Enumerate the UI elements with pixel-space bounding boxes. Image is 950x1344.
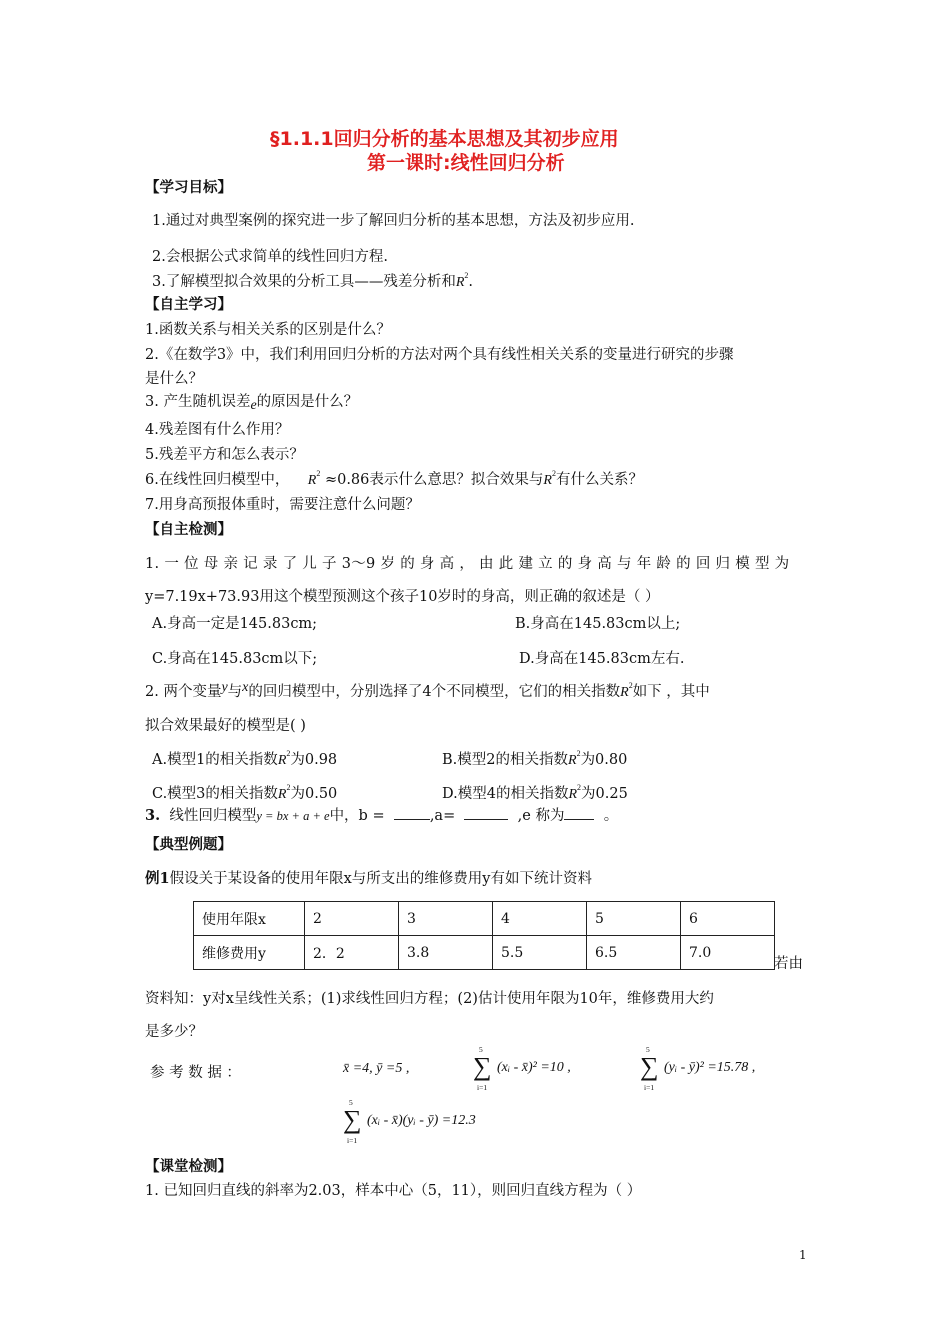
goal-2: 2.会根据公式求简单的线性回归方程. — [152, 249, 388, 265]
table-row — [194, 902, 775, 936]
test-p1-option-d: D.身高在145.83cm左右. — [519, 651, 685, 667]
test-p3: 3. 线性回归模型y = bx + a + e中，b = ,a= ,e 称为 。 — [145, 807, 619, 824]
example-1-intro: 例1假设关于某设备的使用年限x与所支出的维修费用y有如下统计资料 — [145, 870, 592, 887]
study-q5: 5.残差平方和怎么表示？ — [145, 447, 304, 463]
study-q2-line2: 是什么？ — [145, 371, 203, 387]
study-q7: 7.用身高预报体重时，需要注意什么问题？ — [145, 497, 420, 513]
study-q1: 1.函数关系与相关关系的区别是什么？ — [145, 322, 391, 338]
goal-3: 3.了解模型拟合效果的分析工具——残差分析和$R^2$. — [152, 271, 474, 290]
example-line2: 资料知：y对x呈线性关系；(1)求线性回归方程；(2)估计使用年限为10年，维修费用大约 — [145, 991, 714, 1007]
test-p2-line2: 拟合效果最好的模型是( ) — [145, 718, 306, 734]
example-data-table — [193, 901, 775, 970]
title-line1: §1.1.1回归分析的基本思想及其初步应用 — [270, 128, 619, 150]
table-cell: 5.5 — [493, 936, 587, 970]
study-q3: 3. 产生随机误差e的原因是什么？ — [145, 394, 359, 413]
test-p2-option-b: B.模型2的相关指数$R^2$为0.80 — [442, 749, 628, 768]
test-p2-option-c: C.模型3的相关指数$R^2$为0.50 — [152, 783, 338, 802]
goal-3-text: 3.了解模型拟合效果的分析工具——残差分析和 — [152, 274, 456, 290]
section-class-test: 【课堂检测】 — [145, 1159, 232, 1175]
goal-1: 1.通过对典型案例的探究进一步了解回归分析的基本思想，方法及初步应用. — [152, 213, 635, 229]
ref-means: x̄ =4, ȳ =5 , — [343, 1061, 410, 1076]
study-q6: 6.在线性回归模型中， $R^2 \approx 0.86$表示什么意思？拟合效果与$R^2$有什么关系？ — [145, 469, 643, 488]
test-p2-line1: 2. 两个变量y与x的回归模型中，分别选择了4个不同模型，它们的相关指数$R^2$如下 ，其中 — [145, 680, 710, 700]
test-p1-line1: 1. 一 位 母 亲 记 录 了 儿 子 3～9 岁 的 身 高 ， 由 此 建 立 的 身 高 与 年 龄 的 回 归 模 型 为 — [145, 556, 790, 572]
test-p1-option-b: B.身高在145.83cm以上; — [515, 616, 681, 632]
example-line3: 是多少？ — [145, 1024, 203, 1040]
table-cell: 7.0 — [681, 936, 775, 970]
table-header-costs: 维修费用y — [194, 936, 305, 970]
test-p1-line2: y=7.19x+73.93用这个模型预测这个孩子10岁时的身高，则正确的叙述是（ ） — [145, 589, 660, 605]
test-p1-option-a: A.身高一定是145.83cm; — [152, 616, 318, 632]
section-goals: 【学习目标】 — [145, 180, 232, 196]
section-self-study: 【自主学习】 — [145, 297, 232, 313]
table-cell: 6.5 — [587, 936, 681, 970]
page-number: 1 — [799, 1248, 807, 1262]
test-p2-option-a: A.模型1的相关指数$R^2$为0.98 — [152, 749, 338, 768]
table-cell: 2．2 — [305, 936, 399, 970]
table-row — [194, 936, 775, 970]
section-examples: 【典型例题】 — [145, 837, 232, 853]
table-cell: 3 — [399, 902, 493, 936]
example-after-table: 若由 — [774, 956, 803, 972]
section-self-test: 【自主检测】 — [145, 522, 232, 538]
table-cell: 4 — [493, 902, 587, 936]
r-squared-symbol: $R^2$ — [455, 271, 469, 290]
table-header-years: 使用年限x — [194, 902, 305, 936]
class-q1: 1. 已知回归直线的斜率为2.03，样本中心（5，11），则回归直线方程为（ ） — [145, 1183, 642, 1199]
table-cell: 6 — [681, 902, 775, 936]
study-q4: 4.残差图有什么作用？ — [145, 422, 290, 438]
ref-label: 参 考 数 据 ： — [150, 1065, 241, 1081]
title-line2: 第一课时:线性回归分析 — [367, 152, 565, 174]
table-cell: 3.8 — [399, 936, 493, 970]
test-p1-option-c: C.身高在145.83cm以下; — [152, 651, 318, 667]
table-cell: 5 — [587, 902, 681, 936]
study-q2-line1: 2.《在数学3》中，我们利用回归分析的方法对两个具有线性相关关系的变量进行研究的步骤 — [145, 347, 734, 363]
table-cell: 2 — [305, 902, 399, 936]
test-p2-option-d: D.模型4的相关指数$R^2$为0.25 — [442, 783, 628, 802]
